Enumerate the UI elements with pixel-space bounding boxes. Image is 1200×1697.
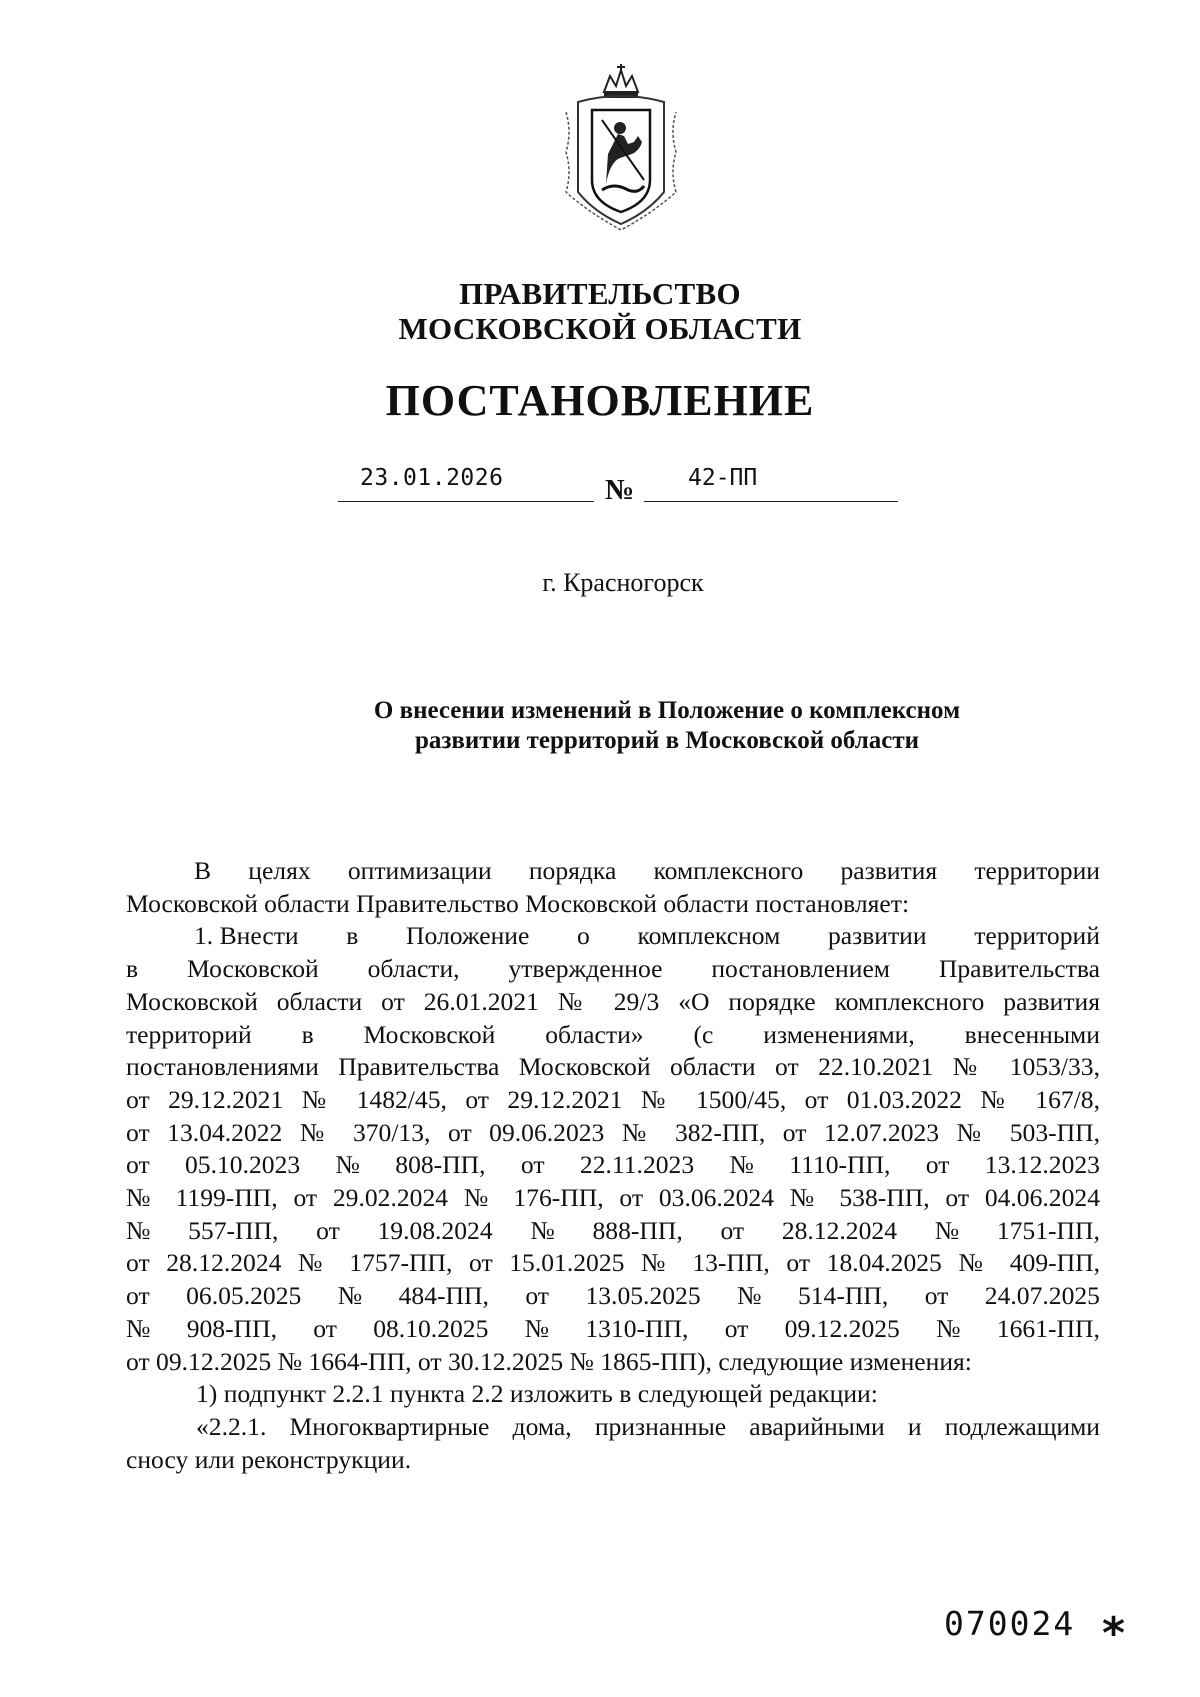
paragraph-3-line-1: 1) подпункт 2.2.1 пункта 2.2 изложить в следующей редакции: (196, 1379, 878, 1409)
paragraph-2-line-6: от 29.12.2021 № 1482/45, от 29.12.2021 № 1500/45, от 01.03.2022 № 167/8, (126, 1084, 1100, 1114)
word: изменениями, (763, 1019, 915, 1049)
paragraph-2-line-9: № 1199-ПП, от 29.02.2024 № 176-ПП, от 03.06.2024 № 538-ПП, от 04.06.2024 (126, 1183, 1100, 1213)
date-underline (338, 501, 594, 502)
word: 1110-ПП, (789, 1150, 891, 1180)
word: утвержденное (508, 954, 663, 984)
document-title-line-1: О внесении изменений в Положение о комплексном (373, 697, 961, 724)
document-body (126, 855, 1100, 1476)
word: порядка (528, 856, 617, 885)
word: № (335, 1150, 360, 1180)
paragraph-4-line-1: «2.2.1. Многоквартирные дома, признанные аварийными и подлежащими (196, 1411, 1100, 1441)
word: 514-ПП, (797, 1281, 889, 1311)
word: № (126, 1215, 151, 1245)
word: от (724, 1313, 749, 1343)
word: 1310-ПП, (585, 1313, 689, 1343)
word: 22.11.2023 (579, 1150, 695, 1180)
word: № (337, 1281, 363, 1311)
coat-of-arms-icon (558, 62, 684, 232)
paragraph-4-line-2: сносу или реконструкции. (126, 1444, 412, 1474)
word: области, (367, 954, 460, 984)
stamp-mark: * (1102, 1608, 1126, 1659)
word: в (126, 954, 139, 984)
word: от (520, 1150, 545, 1180)
word: от (126, 1281, 150, 1311)
word: 1751-ПП, (996, 1215, 1100, 1245)
word: внесенными (964, 1019, 1100, 1049)
paragraph-2-line-10 (126, 1215, 1100, 1248)
word: № (530, 1215, 555, 1245)
word: (с (693, 1019, 714, 1049)
word: Московской (186, 954, 319, 984)
word: 13.12.2023 (984, 1150, 1100, 1180)
word: развития (840, 856, 938, 885)
word: 05.10.2023 (185, 1150, 301, 1180)
word: 09.12.2025 (784, 1313, 900, 1343)
word: в (301, 1019, 314, 1049)
word: территорий (126, 1019, 252, 1049)
word: оптимизации (347, 856, 492, 885)
paragraph-2-line-11: от 28.12.2024 № 1757-ПП, от 15.01.2025 № 13-ПП, от 18.04.2025 № 409-ПП, (126, 1248, 1100, 1278)
paragraph-2-line-7: от 13.04.2022 № 370/13, от 09.06.2023 № 382-ПП, от 12.07.2023 № 503-ПП, (126, 1117, 1100, 1147)
word: 1. Внести (194, 921, 299, 951)
word: № (524, 1313, 550, 1343)
word: 557-ПП, (188, 1215, 279, 1245)
word: от (525, 1281, 549, 1311)
paragraph-1-line-2: Московской области Правительство Московской области постановляет: (126, 888, 910, 918)
paragraph-2-line-13 (126, 1313, 1100, 1346)
word: от (924, 1281, 949, 1311)
document-number: 42-ПП (688, 465, 758, 491)
number-underline (644, 501, 898, 502)
paragraph-2-line-4 (126, 1019, 1100, 1052)
document-date: 23.01.2026 (360, 465, 504, 491)
word: от (925, 1150, 950, 1180)
place-of-issue: г. Красногорск (542, 568, 704, 597)
organization-name-line-1: ПРАВИТЕЛЬСТВО (459, 276, 741, 311)
word: № (737, 1281, 762, 1311)
word: 13.05.2025 (585, 1281, 701, 1311)
paragraph-2-line-8 (126, 1149, 1100, 1182)
word: 24.07.2025 (984, 1281, 1100, 1311)
number-sign: № (605, 474, 635, 506)
word: Правительства (938, 954, 1100, 984)
word: о (577, 921, 590, 951)
word: № (729, 1150, 754, 1180)
word: комплексном (637, 921, 781, 951)
word: 908-ПП, (186, 1313, 277, 1343)
word: № (934, 1215, 960, 1245)
word: 06.05.2025 (186, 1281, 302, 1311)
word: от (316, 1215, 340, 1245)
word: в (346, 921, 359, 951)
word: постановлением (711, 954, 890, 984)
word: 1661-ПП, (996, 1313, 1100, 1343)
word: комплексного (653, 856, 804, 885)
word: от (720, 1215, 745, 1245)
word: развитии (827, 921, 927, 951)
word: от (126, 1150, 150, 1180)
word: 484-ПП, (398, 1281, 489, 1311)
paragraph-2-line-1 (126, 920, 1100, 953)
word: В (194, 856, 212, 885)
word: Московской (363, 1019, 496, 1049)
word: № (936, 1313, 961, 1343)
registration-stamp-number: 070024 (944, 1604, 1076, 1643)
organization-name-line-2: МОСКОВСКОЙ ОБЛАСТИ (398, 311, 802, 346)
paragraph-2-line-12 (126, 1280, 1100, 1313)
word: области» (545, 1019, 644, 1049)
word: Положение (406, 921, 530, 951)
word: 808-ПП, (395, 1150, 486, 1180)
paragraph-2-line-5: постановлениями Правительства Московской области от 22.10.2021 № 1053/33, (126, 1052, 1100, 1082)
word: от (313, 1313, 337, 1343)
document-title-line-2: развитии территорий в Московской области (414, 727, 920, 754)
paragraph-2-line-3: Московской области от 26.01.2021 № 29/3 «О порядке комплексного развития (126, 986, 1100, 1016)
word: территории (974, 856, 1100, 885)
word: территорий (974, 921, 1100, 951)
word: № (126, 1313, 151, 1343)
word: 19.08.2024 (377, 1215, 493, 1245)
word: 08.10.2025 (373, 1313, 489, 1343)
document-type: ПОСТАНОВЛЕНИЕ (385, 376, 815, 425)
paragraph-2-line-14: от 09.12.2025 № 1664-ПП, от 30.12.2025 № 1865-ПП), следующие изменения: (126, 1346, 972, 1376)
word: 888-ПП, (592, 1215, 683, 1245)
word: 28.12.2024 (781, 1215, 897, 1245)
paragraph-1-line-1 (126, 855, 1100, 888)
paragraph-2-line-2 (126, 953, 1100, 986)
word: целях (248, 856, 311, 885)
